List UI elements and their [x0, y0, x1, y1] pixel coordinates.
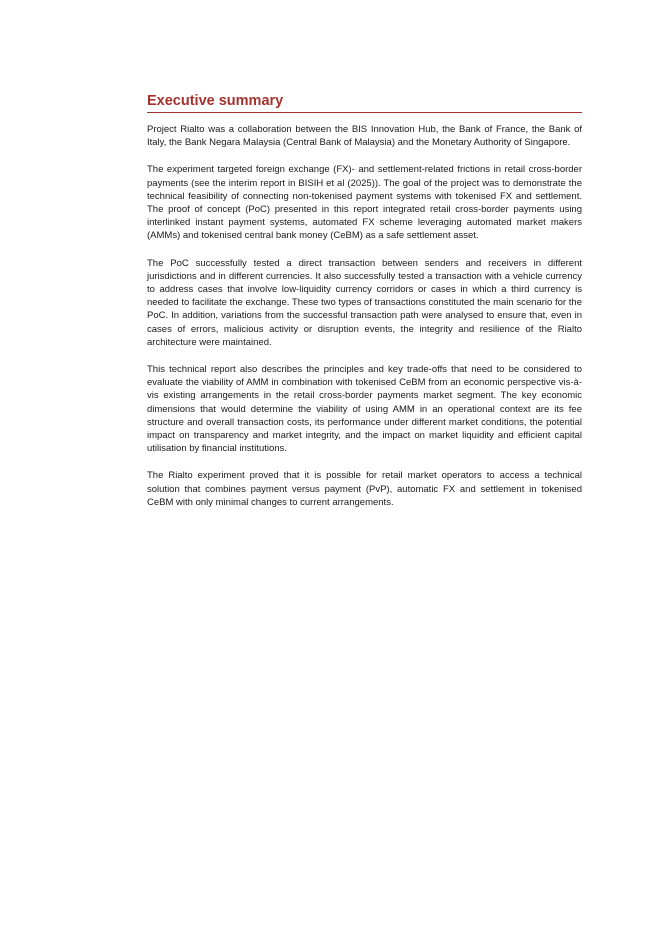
- paragraph-poc: The PoC successfully tested a direct transaction between senders and receivers in different jurisdictions and in different currencies. It also successfully tested a transaction with a vehicle currency to address cases that involve low-liquidity currency corridors or cases in which a third currency is needed to facilitate the exchange. These two types of transactions constituted the main scenario for the PoC. In addition, variations from the successful transaction path were analysed to ensure that, even in cases of errors, malicious activity or disruption events, the integrity and resilience of the Rialto architecture were maintained.: [147, 257, 582, 348]
- section-body: [147, 123, 582, 509]
- paragraph-intro: Project Rialto was a collaboration between the BIS Innovation Hub, the Bank of France, the Bank of Italy, the Bank Negara Malaysia (Central Bank of Malaysia) and the Monetary Authority of Singapore.: [147, 124, 582, 149]
- paragraph-conclusion: The Rialto experiment proved that it is possible for retail market operators to access a technical solution that combines payment versus payment (PvP), automatic FX and settlement in tokenised CeBM with only minimal changes to current arrangements.: [147, 470, 582, 508]
- section-heading: Executive summary: [147, 92, 582, 113]
- paragraph-experiment: The experiment targeted foreign exchange (FX)- and settlement-related frictions in retail cross-border payments (see the interim report in BISIH et al (2025)). The goal of the project was to demonstrate the technical feasibility of connecting non-tokenised payment systems with tokenised FX and settlement. The proof of concept (PoC) presented in this report integrated retail cross-border payments using interlinked instant payment systems, automated FX scheme leveraging automated market makers (AMMs) and tokenised central bank money (CeBM) as a safe settlement asset.: [147, 164, 582, 242]
- paragraph-economics: This technical report also describes the principles and key trade-offs that need to be considered to evaluate the viability of AMM in combination with tokenised CeBM from an economic perspective vis-à-vis existing arrangements in the retail cross-border payments market segment. The key economic dimensions that would determine the viability of using AMM in an operational context are its fee structure and overall transaction costs, its performance under different market conditions, the potential impact on transparency and market integrity, and the impact on market liquidity and efficient capital utilisation by financial institutions.: [147, 364, 582, 455]
- page-content: [147, 92, 582, 523]
